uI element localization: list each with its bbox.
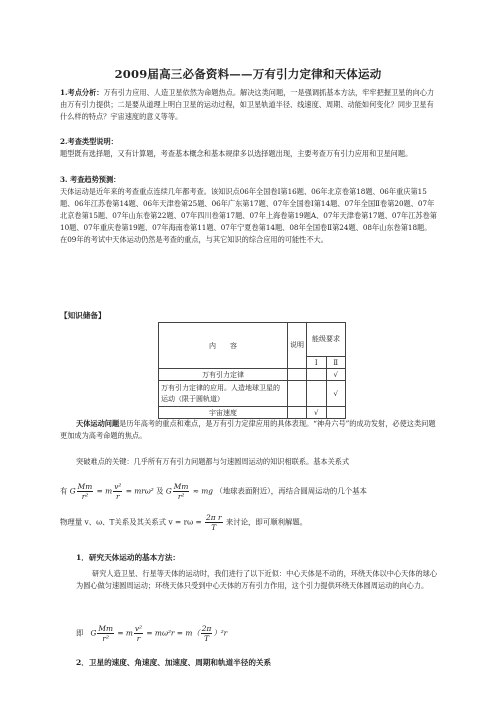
f3-tail1: = mω²r = m（ [146,628,200,638]
f3-eq: = [117,628,124,638]
section-1-text: 研究人造卫星、行星等天体的运动时，我们进行了以下近似：中心天体是不动的，环绕天体以中心天体的球心为圆心做匀速圆周运动；环绕天体只受到中心天体的万有引力作用，这个引力提供环绕天体圆周运动的向心力。 [76,569,438,590]
f1-m: m [105,486,113,496]
f1-G: G [69,486,76,496]
row-content: 宇宙速度 [159,407,288,419]
table-row [159,407,346,419]
row-content: 万有引力定律的应用。人造地球卫星的运动（限于圆轨道） [159,381,288,407]
formula-method [76,624,227,643]
f1-tail: （地球表面附近），再结合圆周运动的几个基本 [215,486,367,496]
kaodian-label: 1.考点分析： [60,88,104,97]
section-1-heading: 1．研究天体运动的基本方法： [76,553,181,562]
leixing-paragraph [60,136,438,160]
th-shuoming: 说明 [288,323,307,369]
row-shuoming [288,369,307,381]
table-row [159,369,346,381]
f3-m: m [125,628,133,638]
paragraph-key: 突破难点的关键：几乎所有万有引力问题都与匀速圆周运动的知识相联系。基本关系式 [76,457,350,466]
th-level-1: Ⅰ [307,357,327,369]
th-content: 内 容 [159,323,288,369]
section-2-heading: 2．卫星的速度、角速度、加速度、周期和轨道半径的关系 [76,658,272,667]
f3-frac-Mm: $\frac{Mm}{\text{r²}}$ [98,624,113,643]
row-level-2: √ [326,369,346,381]
qushi-text: 天体运动是近年来的考查重点连续几年都考查。该知识点06年全国卷Ⅰ第16题、06年北京卷第18题、06年重庆第15题、06年江苏卷第14题、06年天津卷第25题、06年广东第17题、07年全国卷Ⅰ第14题、07年全国Ⅱ卷第20题、07年北京卷第15题、07年山东卷第22题、07年四川卷第17题、07年上海卷第19题A、07年天津卷第17题、07年江苏卷第10题、07年重庆卷第19题、07年海南卷第11题、07年宁夏卷第14题、08年全国卷Ⅱ第24题、08年山东卷第18题。在09年的考试中天体运动仍然是考查的重点，与其它知识的综合应用的可能性不大。 [60,187,437,244]
qushi-paragraph [60,174,438,246]
f3-frac-v2: $\frac{\text{v²}}{r}$ [134,624,143,643]
f1-G2: G [165,486,172,496]
leixing-label: 2.考查类型说明： [60,137,118,146]
f1-ji: 及 [156,486,164,496]
knowledge-table [158,322,346,419]
f1-you: 有 [60,486,68,496]
leixing-text: 题型既有选择题，又有计算题，考查基本概念和基本规律多以选择题出现，主要考查万有引力应用和卫星问题。 [60,149,413,158]
f3-ji: 即 [76,628,84,638]
th-level-2: Ⅱ [326,357,346,369]
f2-tail: 来讨论，即可顺利解题。 [225,517,308,527]
row-content: 万有引力定律 [159,369,288,381]
page-title: 2009届高三必备资料——万有引力定律和天体运动 [114,67,382,81]
row-level-1 [307,381,327,407]
paragraph-tianti [60,418,438,442]
f1-approx: ≈ mg [192,486,214,496]
f2-head: 物理量 v、ω、T关系及其关系式 v = rω = [60,517,202,527]
row-shuoming [288,407,307,419]
f1-frac-Mm: $\frac{Mm}{\text{r²}}$ [77,482,93,501]
formula-quantities [60,513,307,532]
row-level-2 [326,407,346,419]
row-level-1: √ [307,407,327,419]
f3-tail2: ）²r [213,628,228,638]
row-level-2: √ [326,381,346,407]
kaodian-text: 万有引力应用、人造卫星依然为命题热点。解决这类问题，一是强调抓基本方法，牢牢把握卫星的向心力由万有引力提供；二是要从道理上明白卫星的运动过程，如卫星轨道半径、线速度、周期、动能如何变化？同步卫星有什么样的特点？宇宙速度的意义等等。 [60,88,435,121]
zhishi-chubei-heading: 【知识储备】 [60,311,106,320]
f3-G: G [90,628,97,638]
table-row [159,381,346,407]
f2-frac: $\frac{\text{2π r}}{T}$ [206,513,222,532]
f1-frac-v2: $\frac{\text{v²}}{r}$ [114,482,122,501]
row-shuoming [288,381,307,407]
f1-omega: = mrω² [125,486,154,496]
th-level: 能级要求 [307,323,346,357]
f3-frac-2pi: $\frac{2\pi}{T}$ [201,624,212,643]
f1-eq: = [96,486,103,496]
formula-basic [60,482,367,501]
f1-frac-Mm2: $\frac{Mm}{\text{r²}}$ [173,482,189,501]
kaodian-paragraph [60,87,438,123]
tianti-bold: 天体运动问题 [76,419,120,428]
qushi-label: 3. 考查趋势预测： [60,175,121,184]
row-level-1 [307,369,327,381]
tianti-text: 是历年高考的重点和难点，是万有引力定律应用的具体表现。“神舟六号”的成功发射，必使这类问题更加成为高考命题的焦点。 [60,419,436,440]
